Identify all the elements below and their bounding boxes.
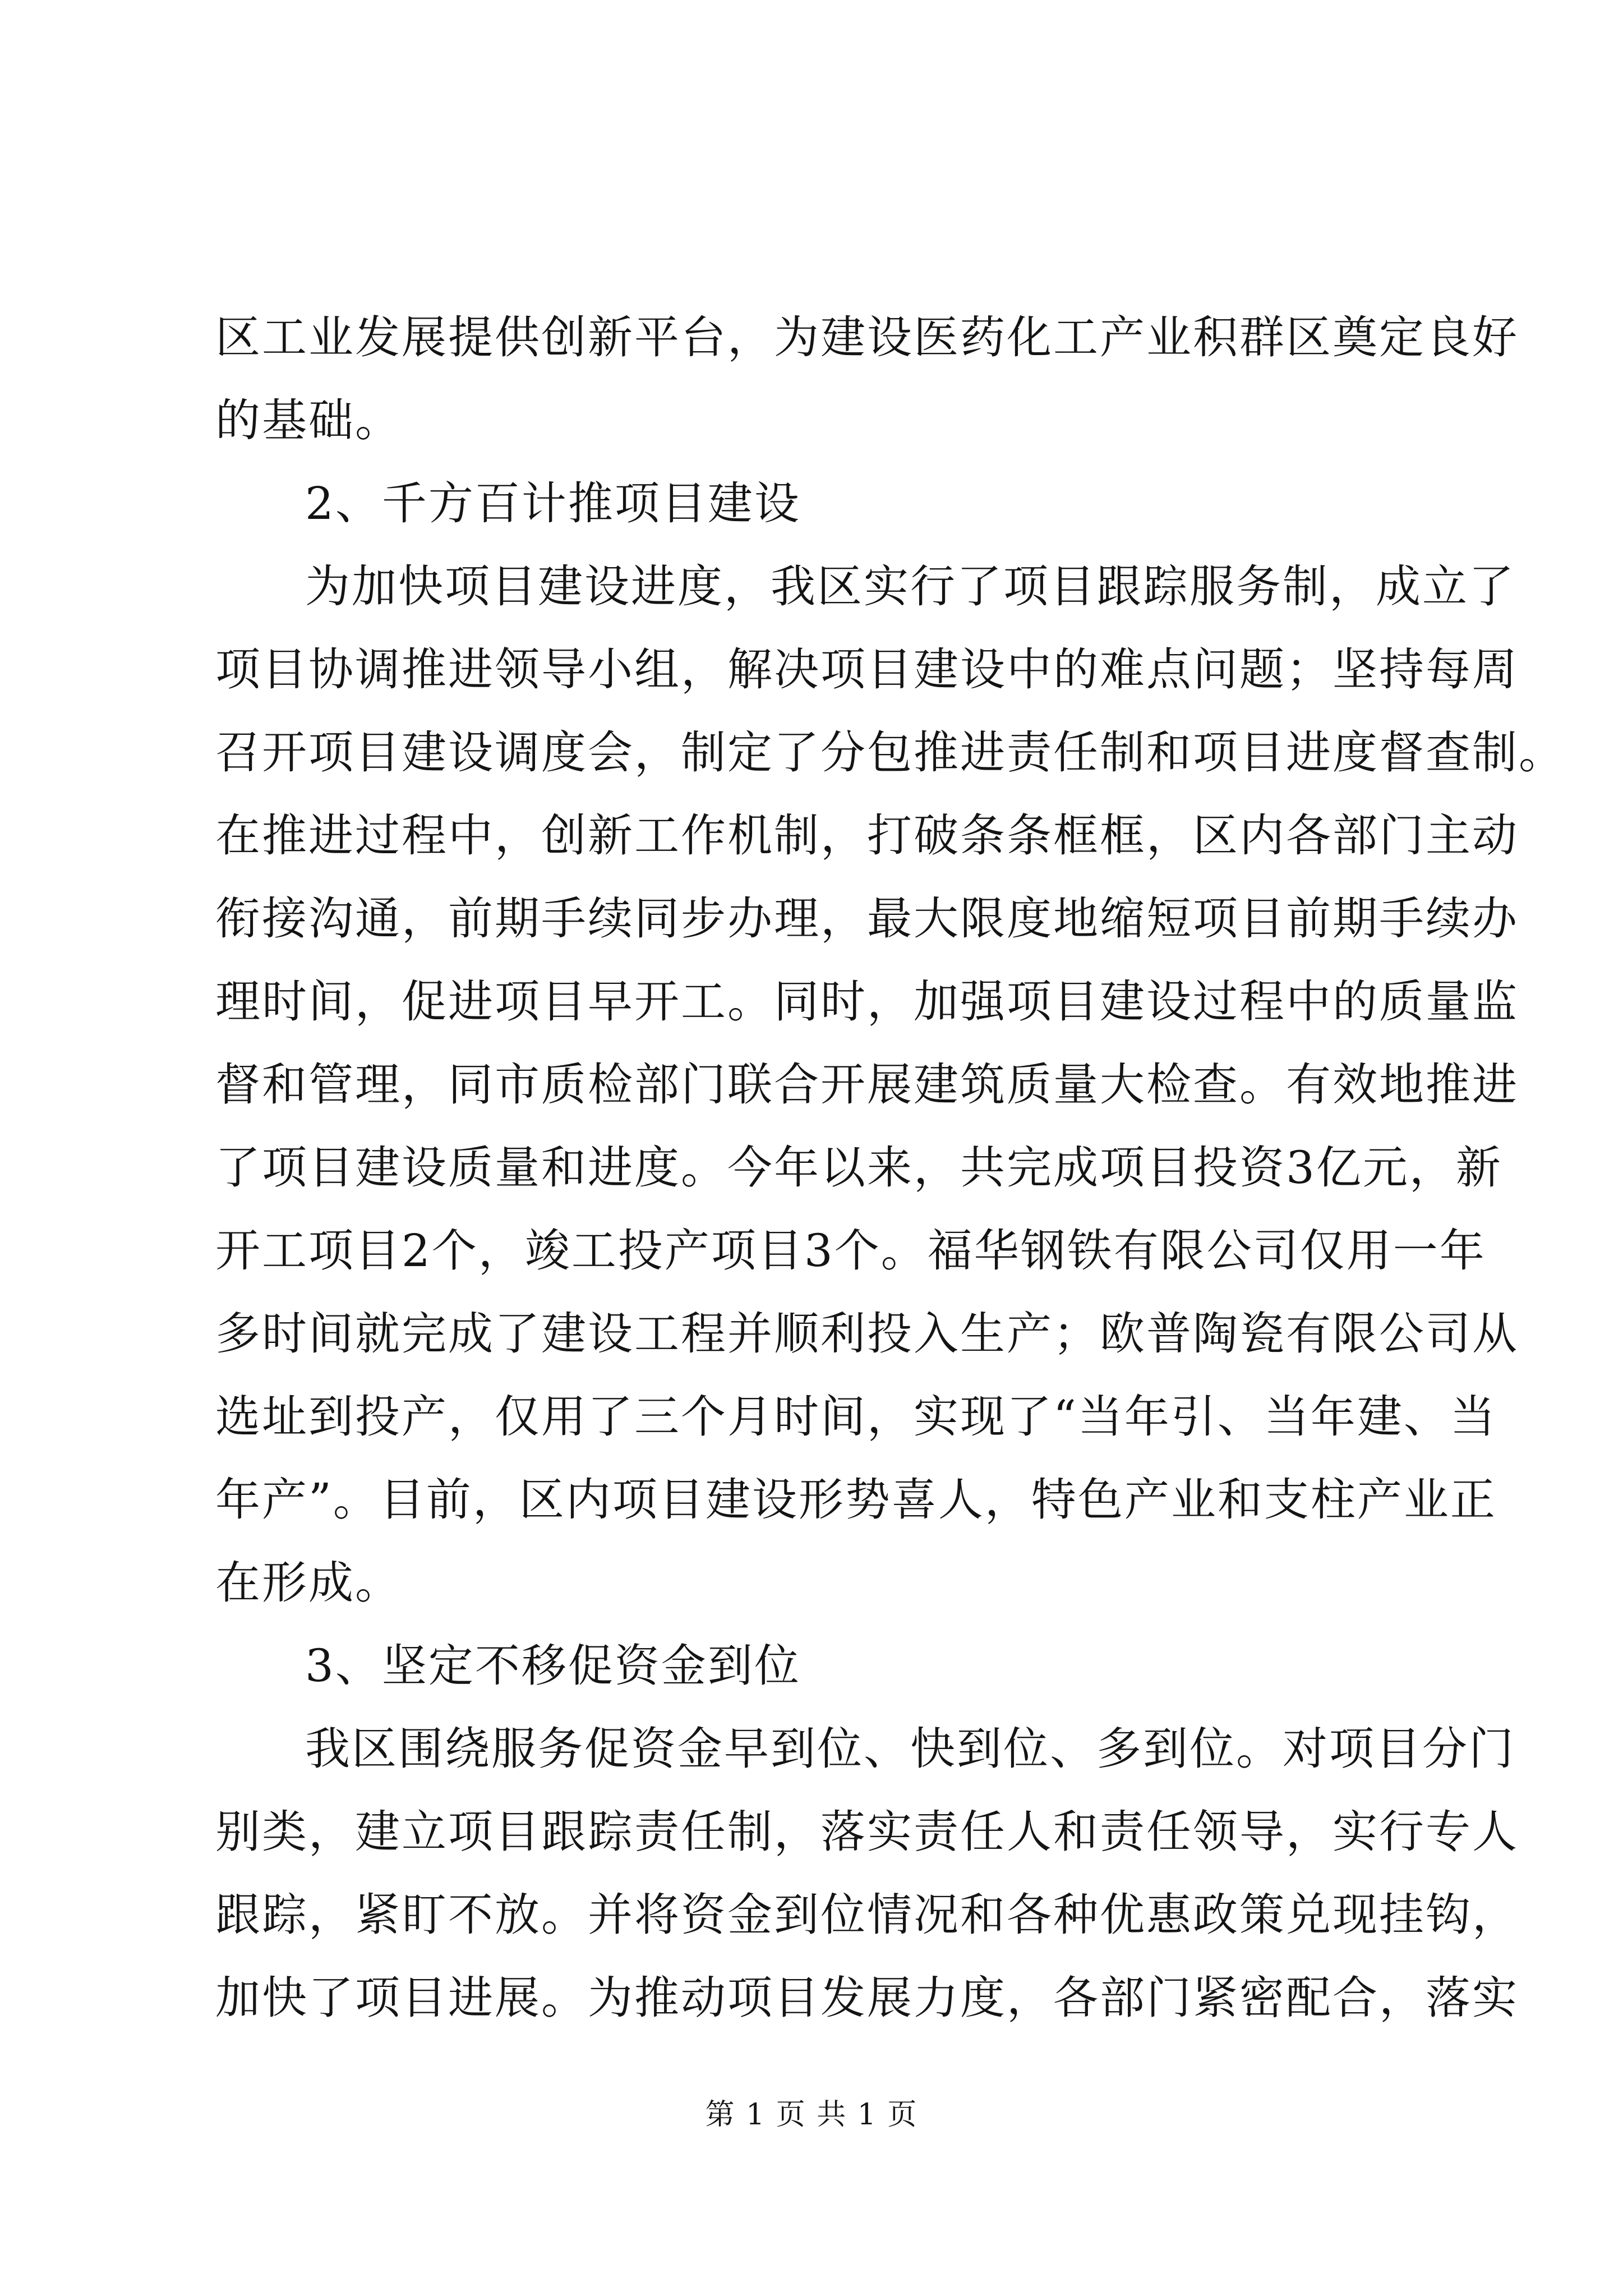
text-line: 3、坚定不移促资金到位 bbox=[305, 1640, 801, 1692]
text-line: 多时间就完成了建设工程并顺利投入生产；欧普陶瓷有限公司从 bbox=[215, 1308, 1519, 1360]
text-line: 召开项目建设调度会，制定了分包推进责任制和项目进度督查制。 bbox=[215, 726, 1565, 779]
text-line: 衔接沟通，前期手续同步办理，最大限度地缩短项目前期手续办 bbox=[215, 892, 1519, 945]
text-line: 的基础。 bbox=[215, 394, 402, 447]
text-line: 为加快项目建设进度，我区实行了项目跟踪服务制，成立了 bbox=[305, 560, 1515, 613]
text-line: 督和管理，同市质检部门联合开展建筑质量大检查。有效地推进 bbox=[215, 1059, 1519, 1111]
text-line: 别类，建立项目跟踪责任制，落实责任人和责任领导，实行专人 bbox=[215, 1806, 1519, 1858]
text-line: 跟踪，紧盯不放。并将资金到位情况和各种优惠政策兑现挂钩， bbox=[215, 1889, 1519, 1941]
text-line: 年产”。目前，区内项目建设形势喜人，特色产业和支柱产业正 bbox=[215, 1474, 1497, 1526]
text-line: 选址到投产，仅用了三个月时间，实现了“当年引、当年建、当 bbox=[215, 1391, 1497, 1443]
text-line: 2、千方百计推项目建设 bbox=[305, 477, 801, 530]
text-line: 项目协调推进领导小组，解决项目建设中的难点问题；坚持每周 bbox=[215, 643, 1519, 696]
text-line: 区工业发展提供创新平台，为建设医药化工产业积群区奠定良好 bbox=[215, 311, 1519, 364]
text-line: 开工项目2个，竣工投产项目3个。福华钢铁有限公司仅用一年 bbox=[215, 1225, 1486, 1277]
text-line: 在形成。 bbox=[215, 1557, 402, 1609]
text-line: 我区围绕服务促资金早到位、快到位、多到位。对项目分门 bbox=[305, 1723, 1515, 1775]
text-line: 了项目建设质量和进度。今年以来，共完成项目投资3亿元，新 bbox=[215, 1142, 1502, 1194]
text-line: 理时间，促进项目早开工。同时，加强项目建设过程中的质量监 bbox=[215, 976, 1519, 1028]
document-body bbox=[215, 296, 1565, 2040]
page-footer: 第 1 页 共 1 页 bbox=[705, 2098, 918, 2132]
text-line: 在推进过程中，创新工作机制，打破条条框框，区内各部门主动 bbox=[215, 809, 1519, 862]
text-line: 加快了项目进展。为推动项目发展力度，各部门紧密配合，落实 bbox=[215, 1972, 1519, 2024]
